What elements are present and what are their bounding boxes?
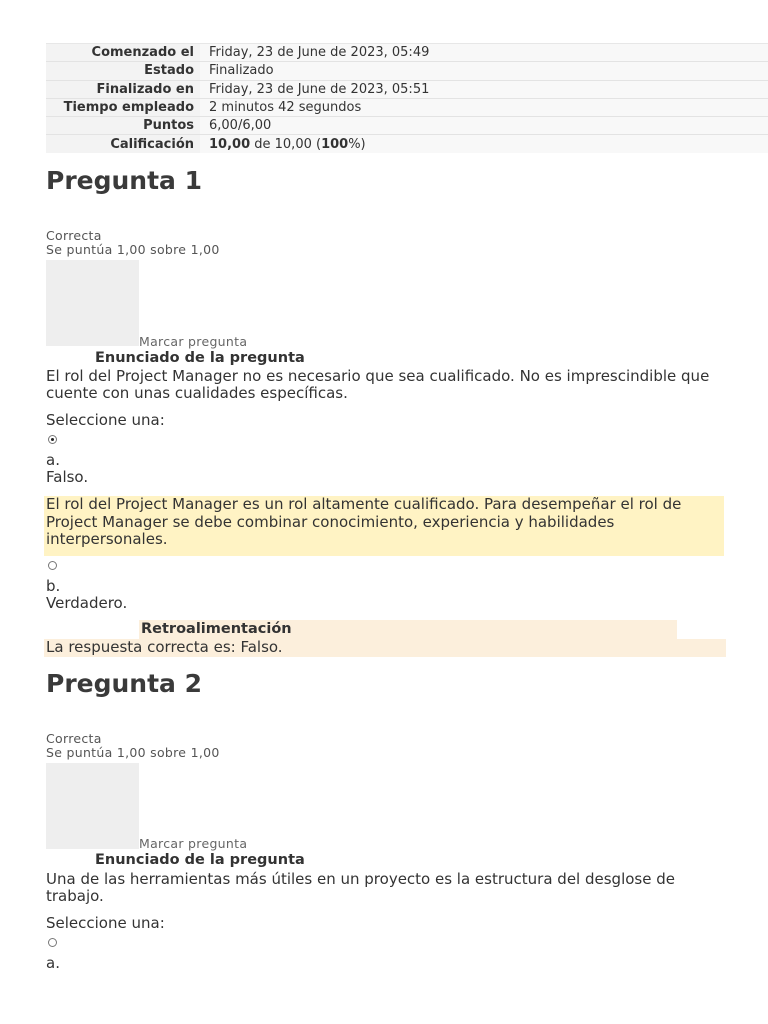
grade-text: de 10,00 ( <box>250 136 322 152</box>
question-1-feedback-heading: Retroalimentación <box>139 620 677 639</box>
question-2-option-a-letter: a. <box>46 954 60 972</box>
question-1-option-b-text[interactable]: Verdadero. <box>46 594 128 612</box>
summary-value <box>200 135 768 153</box>
question-1-option-b-radio[interactable] <box>48 561 57 570</box>
question-2-flag-box[interactable] <box>46 763 139 849</box>
question-2-grade: Se puntúa 1,00 sobre 1,00 <box>46 745 220 760</box>
grade-text-end: %) <box>348 136 366 152</box>
summary-row-finished <box>46 80 768 98</box>
question-1-statement: El rol del Project Manager no es necesario que sea cualificado. No es imprescindible que cuente con unas cualidades específicas. <box>46 367 710 402</box>
summary-label: Calificación <box>46 135 200 153</box>
summary-label: Comenzado el <box>46 44 200 62</box>
question-1-feedback-text: La respuesta correcta es: Falso. <box>44 639 726 657</box>
question-1-flag-box[interactable] <box>46 260 139 346</box>
summary-value: 2 minutos 42 segundos <box>200 98 768 116</box>
question-2-title: Pregunta 2 <box>46 669 203 698</box>
summary-row-time-taken <box>46 98 768 116</box>
summary-label: Estado <box>46 62 200 80</box>
question-1-option-a-feedback <box>44 496 724 556</box>
summary-value: Finalizado <box>200 62 768 80</box>
summary-row-started <box>46 44 768 62</box>
summary-row-state <box>46 62 768 80</box>
summary-value: Friday, 23 de June de 2023, 05:51 <box>200 80 768 98</box>
question-1-option-a-text[interactable]: Falso. <box>46 468 89 486</box>
summary-value: Friday, 23 de June de 2023, 05:49 <box>200 44 768 62</box>
question-1-option-a-letter: a. <box>46 451 60 469</box>
summary-label: Tiempo empleado <box>46 98 200 116</box>
summary-value: 6,00/6,00 <box>200 117 768 135</box>
attempt-summary-table <box>46 43 768 153</box>
grade-percent: 100 <box>321 136 349 152</box>
question-1-flag-label[interactable]: Marcar pregunta <box>139 334 248 349</box>
question-1-grade: Se puntúa 1,00 sobre 1,00 <box>46 242 220 257</box>
question-2-flag-label[interactable]: Marcar pregunta <box>139 836 248 851</box>
question-1-option-a-radio[interactable] <box>48 435 57 444</box>
question-1-statement-heading: Enunciado de la pregunta <box>95 350 305 366</box>
summary-label: Finalizado en <box>46 80 200 98</box>
question-2-statement: Una de las herramientas más útiles en un proyecto es la estructura del desglose de trabajo. <box>46 870 675 905</box>
question-2-state: Correcta <box>46 731 102 746</box>
question-2-option-a-radio[interactable] <box>48 938 57 947</box>
question-2-prompt: Seleccione una: <box>46 914 165 932</box>
question-1-title: Pregunta 1 <box>46 166 203 195</box>
summary-row-points <box>46 117 768 135</box>
grade-score: 10,00 <box>209 136 251 152</box>
question-1-option-b-letter: b. <box>46 577 61 595</box>
option-feedback-text: El rol del Project Manager es un rol altamente cualificado. Para desempeñar el rol de Project Manager se debe combinar conocimiento, experiencia y habilidades interpersonales. <box>46 495 682 548</box>
question-2-statement-heading: Enunciado de la pregunta <box>95 852 305 868</box>
summary-label: Puntos <box>46 117 200 135</box>
question-1-prompt: Seleccione una: <box>46 411 165 429</box>
question-1-state: Correcta <box>46 228 102 243</box>
summary-row-grade <box>46 135 768 153</box>
